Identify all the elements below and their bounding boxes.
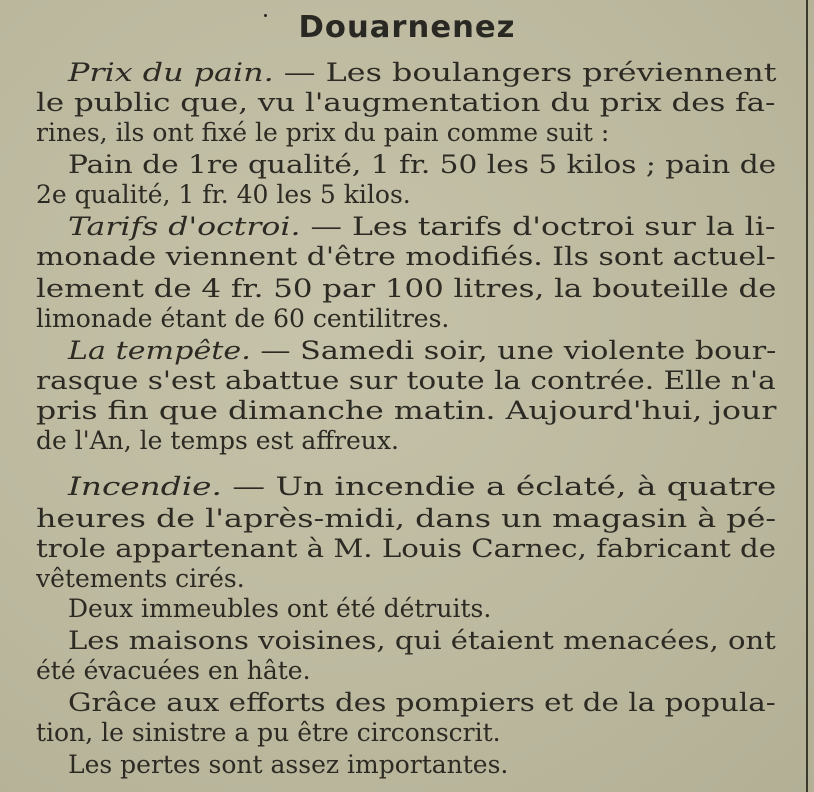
article-line [36, 426, 399, 456]
line-text: pris fin que dimanche matin. Aujourd'hui, jour [36, 396, 777, 425]
article-line [36, 304, 449, 334]
article-line [36, 534, 776, 564]
line-text: Deux immeubles ont été détruits. [68, 594, 492, 623]
line-text: — Les boulangers préviennent [273, 58, 777, 87]
article-line [36, 274, 777, 304]
article-line [36, 718, 501, 748]
line-text: lement de 4 fr. 50 par 100 litres, la bouteille de [36, 274, 777, 303]
article-line [36, 242, 776, 272]
line-text: de l'An, le temps est affreux. [36, 426, 399, 455]
article-line [68, 750, 508, 780]
line-text: trole appartenant à M. Louis Carnec, fabricant de [36, 534, 777, 563]
line-text: Les maisons voisines, qui étaient menacées, ont [68, 626, 776, 655]
line-text: limonade étant de 60 centilitres. [36, 304, 450, 333]
article-line [68, 58, 776, 88]
line-text: — Samedi soir, une violente bour- [250, 336, 777, 365]
line-text: Les pertes sont assez importantes. [68, 750, 509, 779]
article-line [36, 504, 776, 534]
article-line [36, 366, 776, 396]
line-text: monade viennent d'être modifiés. Ils sont actuel- [36, 242, 776, 271]
article-line [68, 626, 776, 656]
article-line [36, 88, 775, 118]
article-line [68, 472, 776, 502]
section-lead: La tempête. [68, 336, 251, 365]
line-text: rines, ils ont fixé le prix du pain comme suit : [36, 118, 610, 147]
article-title: Douarnenez [298, 10, 516, 45]
article-line [36, 564, 245, 594]
article-line [36, 180, 411, 210]
line-text: Grâce aux efforts des pompiers et de la popula- [68, 688, 776, 717]
line-text: — Un incendie a éclaté, à quatre [221, 472, 777, 501]
article-line [68, 336, 776, 366]
article-line [36, 396, 776, 426]
article-line [36, 656, 311, 686]
article-line [68, 688, 776, 718]
article-line [68, 212, 775, 242]
line-text: été évacuées en hâte. [36, 656, 311, 685]
article-line [68, 150, 776, 180]
line-text: tion, le sinistre a pu être circonscrit. [36, 718, 501, 747]
line-text: heures de l'après-midi, dans un magasin à pé- [36, 504, 777, 533]
line-text: Pain de 1re qualité, 1 fr. 50 les 5 kilos ; pain de [68, 150, 777, 179]
line-text: 2e qualité, 1 fr. 40 les 5 kilos. [36, 180, 411, 209]
column-rule [806, 0, 808, 792]
article-line [36, 118, 609, 148]
section-lead: Tarifs d'octroi. [68, 212, 301, 241]
section-lead: Incendie. [68, 472, 222, 501]
article-line [68, 594, 491, 624]
section-lead: Prix du pain. [68, 58, 274, 87]
line-text: vêtements cirés. [36, 564, 245, 593]
line-text: le public que, vu l'augmentation du prix des fa- [36, 88, 776, 117]
line-text: rasque s'est abattue sur toute la contrée. Elle n'a [36, 366, 776, 395]
line-text: — Les tarifs d'octroi sur la li- [300, 212, 776, 241]
